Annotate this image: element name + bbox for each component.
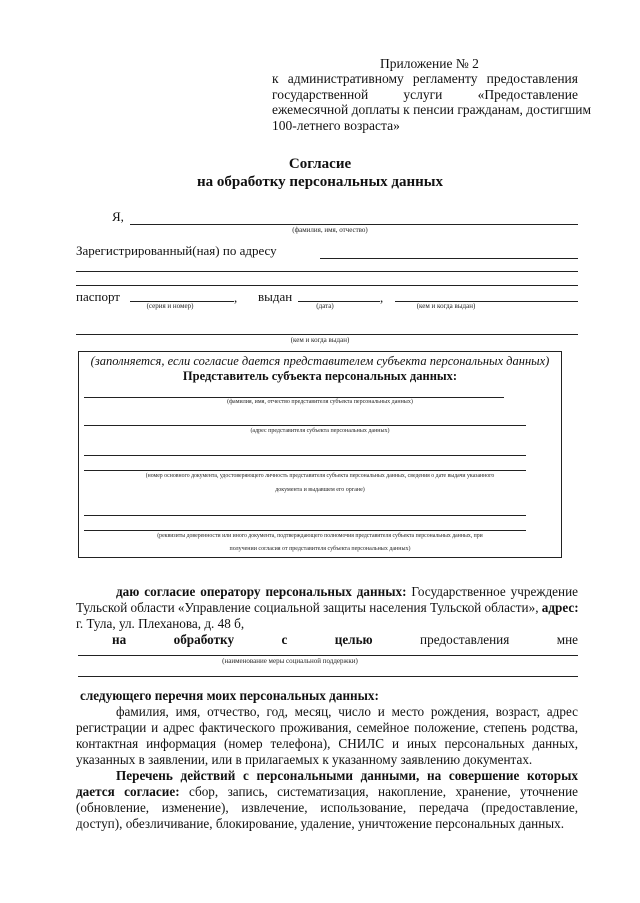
date-caption: (дата): [316, 302, 334, 310]
operator-address: г. Тула, ул. Плеханова, д. 48 б,: [76, 616, 245, 631]
rep-proxy-caption-2: получении согласия от представителя субъекта персональных данных): [229, 546, 411, 552]
address-bold: адрес:: [538, 600, 579, 615]
issuer-field-2[interactable]: [76, 334, 578, 335]
word-me: мне: [556, 632, 578, 647]
series-caption: (серия и номер): [146, 302, 194, 310]
comma-2: ,: [380, 290, 384, 305]
rep-doc-caption-2: документа и выдавшем его органе): [275, 487, 365, 493]
fio-field[interactable]: [130, 224, 578, 225]
who-when-caption: (кем и когда выдан): [416, 302, 476, 310]
word-na: на: [112, 632, 127, 647]
consent-heading-line-1: Согласие: [288, 156, 352, 172]
rep-doc-field-2[interactable]: [84, 470, 526, 471]
actions-heading: Перечень действий с персональными данными, на совершение которых дается согласие:: [76, 768, 578, 799]
rep-proxy-field-2[interactable]: [84, 530, 526, 531]
operator-name: Тульской области «Управление социальной защиты населения Тульской области»,: [76, 600, 539, 615]
registered-label: Зарегистрированный(ная) по адресу: [76, 243, 277, 258]
appendix-line-2: государственной услуги «Предоставление: [272, 86, 578, 102]
word-purpose: целью: [334, 632, 373, 647]
appendix-line-4: 100-летнего возраста»: [272, 117, 400, 133]
word-s: с: [281, 632, 288, 647]
rep-proxy-caption-1: (реквизиты доверенности или иного документа, подтверждающего полномочия представителя субъекта персональных данных, при: [157, 533, 483, 539]
issuer-caption: (кем и когда выдан): [290, 336, 350, 344]
consent-line-2: [76, 600, 578, 616]
address-field-1[interactable]: [320, 258, 578, 259]
consent-heading-line-2: на обработку персональных данных: [197, 174, 443, 190]
comma-1: ,: [234, 290, 238, 305]
passport-label: паспорт: [76, 289, 120, 304]
measure-caption: (наименование меры социальной поддержки): [222, 657, 358, 665]
rep-title: Представитель субъекта персональных данных:: [182, 369, 458, 383]
consent-line-1: [116, 584, 578, 600]
measure-field[interactable]: [78, 655, 578, 656]
appendix-line-3: ежемесячной доплаты к пенсии гражданам, достигшим: [272, 102, 592, 117]
rep-doc-caption-1: (номер основного документа, удостоверяющего личность представителя субъекта персональных данных, сведения о дате выдачи указанного: [145, 473, 495, 479]
fio-caption: (фамилия, имя, отчество): [292, 226, 368, 234]
appendix-title: Приложение № 2: [380, 56, 479, 71]
rep-proxy-field-1[interactable]: [84, 515, 526, 516]
actions-paragraph: [76, 768, 578, 832]
address-field-3[interactable]: [76, 285, 578, 286]
issued-label: выдан: [258, 289, 293, 304]
list-heading: следующего перечня моих персональных данных:: [80, 688, 379, 703]
rep-address-field[interactable]: [84, 425, 526, 426]
i-label: Я,: [112, 209, 124, 224]
operator-text: Государственное учреждение: [406, 584, 578, 599]
word-provision: предоставления: [420, 632, 510, 647]
address-field-2[interactable]: [76, 271, 578, 272]
rep-doc-field-1[interactable]: [84, 455, 526, 456]
consent-bold-lead: даю согласие оператору персональных данных:: [116, 584, 407, 599]
measure-field-2[interactable]: [78, 676, 578, 677]
rep-address-caption: (адрес представителя субъекта персональных данных): [250, 428, 390, 434]
actions-body: сбор, запись, систематизация, накопление, хранение, уточнение (обновление, изменение), извлечение, использование, передача (предоставление, доступ), обезличивание, блокирование, удаление, уничтожение персональных данных.: [76, 784, 578, 831]
rep-note: (заполняется, если согласие дается представителем субъекта персональных данных): [90, 354, 550, 368]
rep-fio-caption: (фамилия, имя, отчество представителя субъекта персональных данных): [227, 399, 413, 405]
purpose-line: [112, 632, 578, 648]
list-body: фамилия, имя, отчество, год, месяц, число и место рождения, возраст, адрес регистрации и адрес фактического проживания, семейное положение, степень родства, контактная информация (номер телефона), СНИЛС и иных персональных данных, указанных в заявлении, или в прилагаемых к указанному заявлению документах.: [76, 704, 578, 767]
word-processing: обработку: [173, 632, 235, 647]
appendix-line-1: к административному регламенту предоставления: [272, 71, 578, 86]
